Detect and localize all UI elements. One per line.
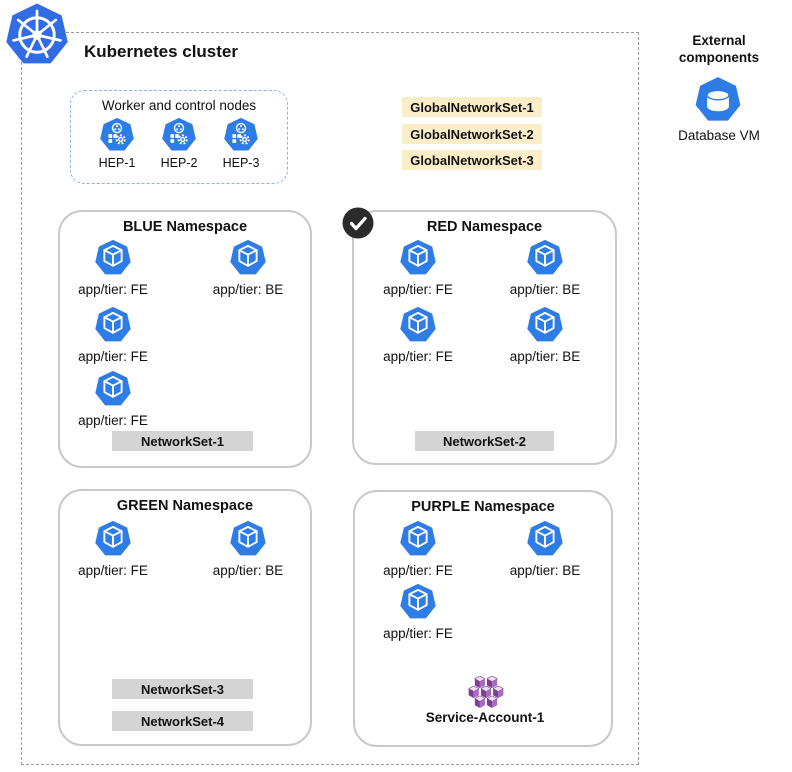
- service-account-icon: [467, 676, 505, 708]
- networkset-chip: NetworkSet-2: [415, 431, 554, 451]
- node-label: HEP-3: [222, 156, 260, 170]
- k8s-node-icon: [99, 117, 135, 153]
- selected-check-icon: [342, 207, 374, 239]
- global-networkset-chip: GlobalNetworkSet-1: [402, 97, 542, 117]
- namespace-title-red: RED Namespace: [426, 219, 543, 235]
- pod-icon: [94, 370, 132, 408]
- pod-icon: [399, 239, 437, 277]
- pod: [363, 583, 473, 641]
- namespace-title-purple: PURPLE Namespace: [411, 499, 555, 515]
- k8s-node-icon: [161, 117, 197, 153]
- pod: [363, 306, 473, 364]
- host-endpoint: [217, 117, 265, 170]
- pod-icon: [399, 583, 437, 621]
- pod-icon: [94, 239, 132, 277]
- k8s-node-icon: [223, 117, 259, 153]
- service-account-label: Service-Account-1: [425, 710, 545, 725]
- pod-label: app/tier: BE: [212, 282, 284, 297]
- pod-label: app/tier: FE: [383, 282, 453, 297]
- pod-icon: [526, 520, 564, 558]
- pod-label: app/tier: FE: [78, 563, 148, 578]
- pod-label: app/tier: BE: [509, 282, 581, 297]
- pod-icon: [229, 239, 267, 277]
- pod: [363, 520, 473, 578]
- worker-nodes-group: [70, 90, 288, 184]
- kubernetes-logo-icon: [4, 2, 70, 68]
- networkset-chip: NetworkSet-4: [112, 711, 253, 731]
- pod-label: app/tier: FE: [383, 626, 453, 641]
- global-networkset-chip: GlobalNetworkSet-3: [402, 150, 542, 170]
- pod-label: app/tier: FE: [383, 563, 453, 578]
- pod: [490, 306, 600, 364]
- pod-icon: [229, 520, 267, 558]
- pod-label: app/tier: FE: [78, 349, 148, 364]
- namespace-title-green: GREEN Namespace: [116, 498, 254, 514]
- database-vm-label: Database VM: [678, 128, 760, 143]
- external-components-title: External components: [678, 33, 760, 65]
- pod: [363, 239, 473, 297]
- worker-nodes-row: [93, 117, 265, 170]
- cluster-title: Kubernetes cluster: [84, 42, 238, 61]
- pod: [193, 239, 303, 297]
- pod-icon: [94, 306, 132, 344]
- pod-label: app/tier: BE: [212, 563, 284, 578]
- pod-icon: [94, 520, 132, 558]
- pod-label: app/tier: BE: [509, 349, 581, 364]
- pod-icon: [526, 306, 564, 344]
- pod: [58, 520, 168, 578]
- pod: [193, 520, 303, 578]
- node-label: HEP-2: [160, 156, 198, 170]
- pod: [490, 239, 600, 297]
- pod: [58, 306, 168, 364]
- pod-label: app/tier: FE: [78, 282, 148, 297]
- pod-label: app/tier: BE: [509, 563, 581, 578]
- pod: [58, 370, 168, 428]
- host-endpoint: [93, 117, 141, 170]
- global-networkset-chip: GlobalNetworkSet-2: [402, 124, 542, 144]
- pod-icon: [399, 520, 437, 558]
- host-endpoint: [155, 117, 203, 170]
- pod-label: app/tier: FE: [78, 413, 148, 428]
- networkset-chip: NetworkSet-1: [112, 431, 253, 451]
- networkset-chip: NetworkSet-3: [112, 679, 253, 699]
- pod-label: app/tier: FE: [383, 349, 453, 364]
- database-vm-icon: [694, 76, 742, 124]
- pod: [58, 239, 168, 297]
- pod: [490, 520, 600, 578]
- node-label: HEP-1: [98, 156, 136, 170]
- namespace-title-blue: BLUE Namespace: [122, 219, 248, 235]
- pod-icon: [399, 306, 437, 344]
- worker-nodes-title: Worker and control nodes: [101, 98, 257, 113]
- pod-icon: [526, 239, 564, 277]
